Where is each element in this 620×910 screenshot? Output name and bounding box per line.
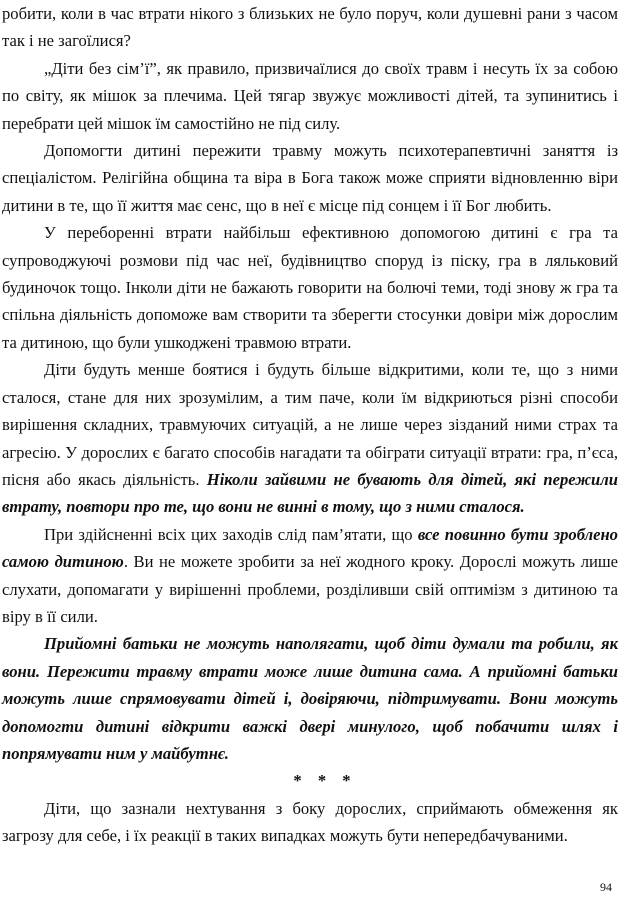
emphasis-run: Прийомні батьки не можуть наполягати, щоб діти думали та робили, як вони. Пережити травму втрати може лише дитина сама. А прийомні батьки можуть лише спрямовувати дітей і, довіряючи, підтримувати. Вони можуть допомогти дитині відкрити важкі двері минулого, щоб побачити шлях і попрямувати ним у майбутнє. xyxy=(2,634,618,763)
emphasis-run: Ніколи зайвими не бувають для дітей, які пережили втрату, повтори про те, що вони не винні в тому, що з ними сталося. xyxy=(2,469,618,517)
emphasis-run: все повинно бути зроблено самою дитиною xyxy=(2,524,618,572)
paragraph-2 xyxy=(2,55,618,137)
text-run: При здійсненні всіх цих заходів слід пам’ятати, що xyxy=(44,524,418,544)
text-run: Допомогти дитині пережити травму можуть психотерапевтичні заняття із спеціалістом. Релігійна община та віра в Бога також може сприяти відновленню віри дитини в те, що її життя має сенс, що в неї є місце під сонцем і її Бог любить. xyxy=(2,141,618,215)
paragraph-7-emphasis xyxy=(2,630,618,767)
section-separator: * * * xyxy=(293,771,357,791)
text-run: Діти будуть менше боятися і будуть більше відкритими, коли те, що з ними сталося, стане для них зрозумілим, а тим паче, коли їм відкриються різні способи вирішення складних, травмуючих ситуацій, а не лише через зізданий ними страх та агресію. У дорослих є багато способів нагадати та обіграти ситуації втрати: гра, п’єса, пісня або якась діяльність. xyxy=(2,360,618,489)
text-run: робити, коли в час втрати нікого з близьких не було поруч, коли душевні рани з часом так і не загоїлися? xyxy=(2,4,618,51)
text-run: У переборенні втрати найбільш ефективною допомогою дитині є гра та супроводжуючі розмови під час неї, будівництво споруд із піску, гра в ляльковий будиночок тощо. Інколи діти не бажають говорити на болючі теми, тоді знову ж гра та спільна діяльність допоможе вам створити та зберегти стосунки довіри між дорослим та дитиною, що були ушкоджені травмою втрати. xyxy=(2,223,618,352)
text-run: . Ви не можете зробити за неї жодного кроку. Дорослі можуть лише слухати, допомагати у вирішенні проблеми, розділивши свій оптимізм з дитиною та віру в її сили. xyxy=(2,552,618,626)
paragraph-5 xyxy=(2,356,618,520)
closing-paragraph: Діти, що зазнали нехтування з боку дорослих, сприймають обмеження як загрозу для себе, і їх реакції в таких випадках можуть бути непередбачуваними. xyxy=(2,798,618,846)
paragraph-4 xyxy=(2,219,618,356)
text-run: „Діти без сім’ї”, як правило, призвичаїлися до своїх травм і несуть їх за собою по світу, як мішок за плечима. Цей тягар звужує можливості дітей, та зупинитись і перебрати цей мішок їм самостійно не під силу. xyxy=(2,58,618,133)
paragraph-6 xyxy=(2,521,618,631)
paragraph-1 xyxy=(2,0,618,55)
page-body xyxy=(2,0,618,850)
paragraph-3 xyxy=(2,137,618,219)
page-number: 94 xyxy=(600,880,612,894)
